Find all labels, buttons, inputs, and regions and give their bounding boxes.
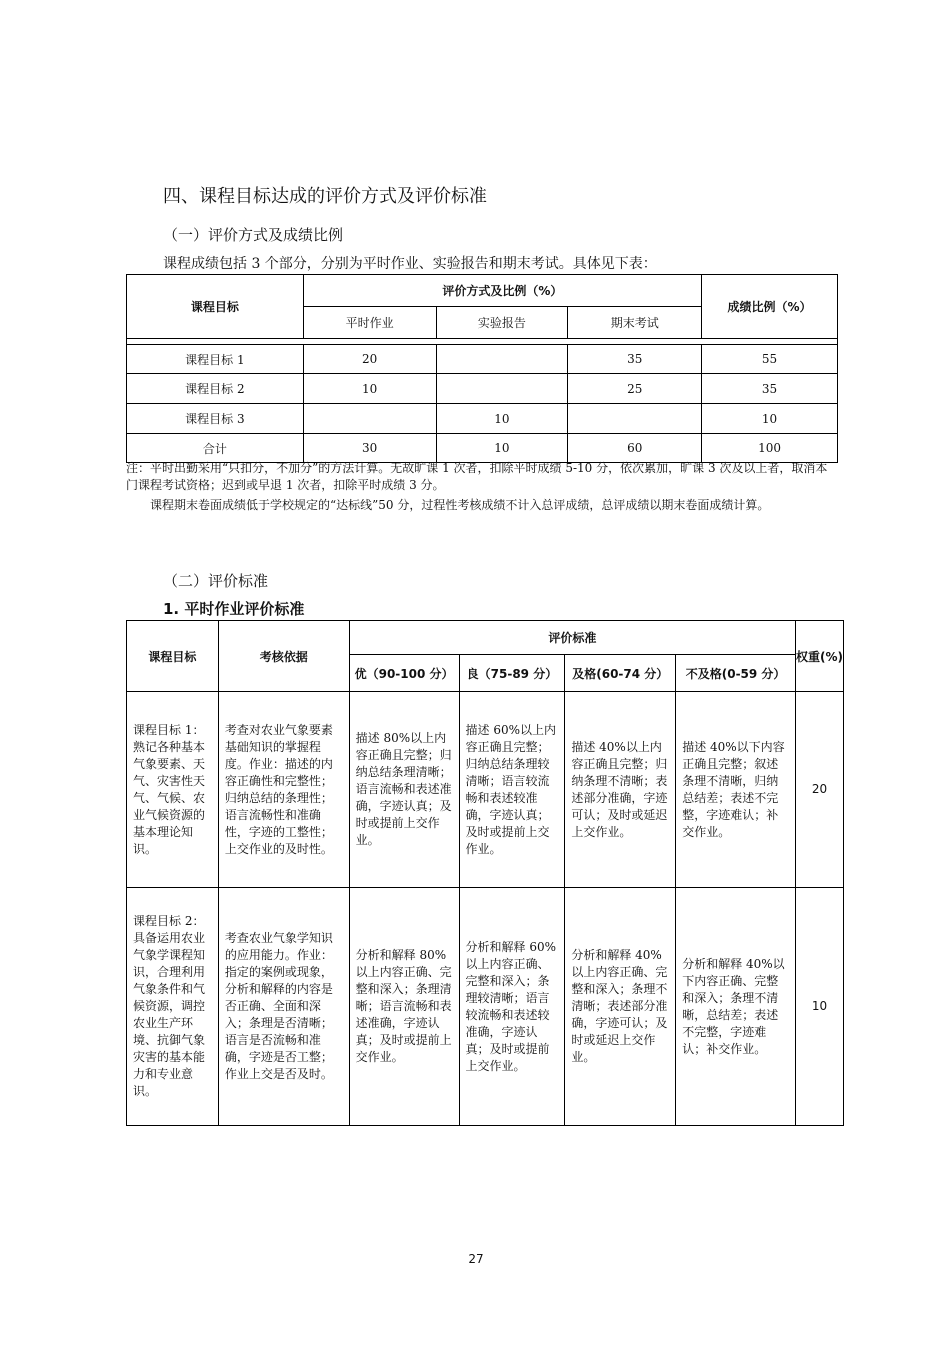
cell-fail: 描述 40%以下内容正确且完整；叙述条理不清晰，归纳总结差；表述不完整，字迹难认；补交作业。 bbox=[676, 692, 796, 888]
homework-standard-title: 1. 平时作业评价标准 bbox=[163, 600, 305, 618]
cell-good: 描述 60%以上内容正确且完整；归纳总结条理较清晰；语言较流畅和表述较准确，字迹认真；及时或提前上交作业。 bbox=[459, 692, 565, 888]
table-row bbox=[127, 374, 838, 404]
header-fail: 不及格(0-59 分） bbox=[676, 655, 796, 692]
header-final-exam: 期末考试 bbox=[568, 307, 702, 339]
header-course-goal: 课程目标 bbox=[127, 275, 304, 339]
header-assessment-group: 评价方式及比例（%） bbox=[303, 275, 701, 307]
cell-pass: 描述 40%以上内容正确且完整；归纳条理不清晰；表述部分准确，字迹可认；及时或延迟上交作业。 bbox=[565, 692, 676, 888]
header-basis: 考核依据 bbox=[218, 621, 349, 692]
cell-total: 55 bbox=[702, 345, 838, 374]
cell-pass: 分析和解释 40%以上内容正确、完整和深入；条理不清晰；表述部分准确，字迹可认；及时或延迟上交作业。 bbox=[565, 888, 676, 1126]
subsection-title-1: （一）评价方式及成绩比例 bbox=[163, 226, 344, 244]
cell-exam: 25 bbox=[568, 374, 702, 404]
header-lab-report: 实验报告 bbox=[436, 307, 568, 339]
cell-exam: 35 bbox=[568, 345, 702, 374]
cell-goal: 课程目标 2 bbox=[127, 374, 304, 404]
cell-goal: 课程目标 3 bbox=[127, 404, 304, 434]
cell-fail: 分析和解释 40%以下内容正确、完整和深入；条理不清晰，总结差；表述不完整，字迹难认；补交作业。 bbox=[676, 888, 796, 1126]
cell-lab: 10 bbox=[436, 434, 568, 463]
cell-homework: 20 bbox=[303, 345, 436, 374]
table-row bbox=[127, 404, 838, 434]
table-row bbox=[127, 692, 844, 888]
cell-basis: 考查农业气象学知识的应用能力。作业：指定的案例或现象，分析和解释的内容是否正确、全面和深入；条理是否清晰；语言是否流畅和准确，字迹是否工整；作业上交是否及时。 bbox=[218, 888, 349, 1126]
cell-excellent: 描述 80%以上内容正确且完整；归纳总结条理清晰；语言流畅和表述准确，字迹认真；及时或提前上交作业。 bbox=[349, 692, 459, 888]
cell-goal: 课程目标 2：具备运用农业气象学课程知识，合理利用气象条件和气候资源，调控农业生产环境、抗御气象灾害的基本能力和专业意识。 bbox=[127, 888, 219, 1126]
subsection-title-2: （二）评价标准 bbox=[163, 572, 269, 590]
grade-ratio-table bbox=[126, 274, 838, 463]
intro-paragraph: 课程成绩包括 3 个部分，分别为平时作业、实验报告和期末考试。具体见下表： bbox=[163, 256, 657, 272]
cell-goal: 课程目标 1 bbox=[127, 345, 304, 374]
table-row bbox=[127, 888, 844, 1126]
cell-excellent: 分析和解释 80%以上内容正确、完整和深入；条理清晰；语言流畅和表述准确，字迹认真；及时或提前上交作业。 bbox=[349, 888, 459, 1126]
cell-lab: 10 bbox=[436, 404, 568, 434]
cell-weight: 10 bbox=[796, 888, 844, 1126]
header-criteria: 评价标准 bbox=[349, 621, 795, 655]
header-pass: 及格(60-74 分） bbox=[565, 655, 676, 692]
cell-total: 100 bbox=[702, 434, 838, 463]
header-weight: 权重(%) bbox=[796, 621, 844, 692]
homework-criteria-table bbox=[126, 620, 844, 1126]
cell-homework: 10 bbox=[303, 374, 436, 404]
cell-homework bbox=[303, 404, 436, 434]
cell-good: 分析和解释 60%以上内容正确、完整和深入；条理较清晰；语言较流畅和表述较准确，字迹认真；及时或提前上交作业。 bbox=[459, 888, 565, 1126]
table-row bbox=[127, 345, 838, 374]
cell-homework: 30 bbox=[303, 434, 436, 463]
header-homework: 平时作业 bbox=[303, 307, 436, 339]
cell-weight: 20 bbox=[796, 692, 844, 888]
cell-lab bbox=[436, 345, 568, 374]
table-row-total bbox=[127, 434, 838, 463]
cell-lab bbox=[436, 374, 568, 404]
cell-total: 35 bbox=[702, 374, 838, 404]
attendance-note: 注：平时出勤采用“只扣分，不加分”的方法计算。无故旷课 1 次者，扣除平时成绩 5-10 分，依次累加，旷课 3 次及以上者，取消本门课程考试资格；迟到或早退 1 次者，扣除平时成绩 3 分。 bbox=[126, 461, 828, 492]
header-course-goal: 课程目标 bbox=[127, 621, 219, 692]
section-heading: 四、课程目标达成的评价方式及评价标准 bbox=[163, 186, 487, 207]
exam-threshold-note: 课程期末卷面成绩低于学校规定的“达标线”50 分，过程性考核成绩不计入总评成绩，总评成绩以期末卷面成绩计算。 bbox=[150, 498, 770, 512]
header-grade-ratio: 成绩比例（%） bbox=[702, 275, 838, 339]
cell-total: 10 bbox=[702, 404, 838, 434]
cell-basis: 考查对农业气象要素基础知识的掌握程度。作业：描述的内容正确性和完整性；归纳总结的条理性；语言流畅性和准确性，字迹的工整性；上交作业的及时性。 bbox=[218, 692, 349, 888]
header-good: 良（75-89 分） bbox=[459, 655, 565, 692]
header-excellent: 优（90-100 分） bbox=[349, 655, 459, 692]
page-number: 27 bbox=[468, 1252, 484, 1266]
cell-exam bbox=[568, 404, 702, 434]
cell-exam: 60 bbox=[568, 434, 702, 463]
cell-goal: 课程目标 1：熟记各种基本气象要素、天气、灾害性天气、气候、农业气候资源的基本理论知识。 bbox=[127, 692, 219, 888]
cell-goal: 合计 bbox=[127, 434, 304, 463]
